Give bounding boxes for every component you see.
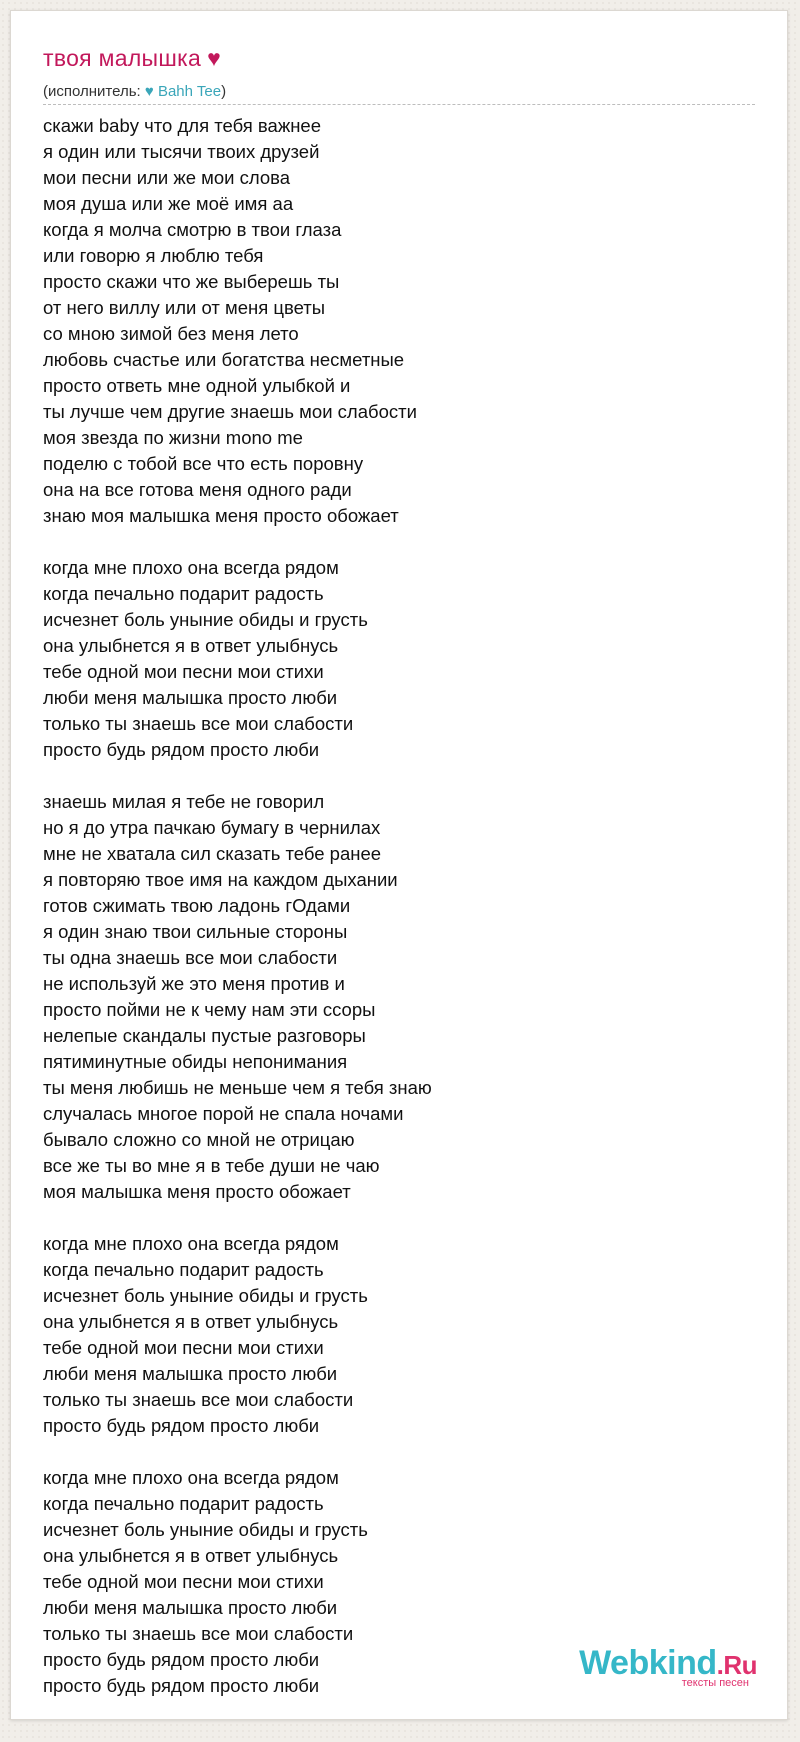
lyric-line: люби меня малышка просто люби bbox=[43, 687, 338, 708]
song-title bbox=[43, 45, 221, 72]
lyric-line: скажи baby что для тебя важнее bbox=[43, 115, 321, 136]
lyric-line: любовь счастье или богатства несметные bbox=[43, 349, 405, 370]
lyrics-stanza bbox=[43, 113, 743, 529]
lyric-line: моя душа или же моё имя аа bbox=[43, 193, 294, 214]
lyric-line: когда мне плохо она всегда рядом bbox=[43, 1467, 339, 1488]
lyric-line: тебе одной мои песни мои стихи bbox=[43, 1571, 324, 1592]
lyric-line: пятиминутные обиды непонимания bbox=[43, 1051, 348, 1072]
lyric-line: бывало сложно со мной не отрицаю bbox=[43, 1129, 355, 1150]
lyric-line: когда мне плохо она всегда рядом bbox=[43, 557, 339, 578]
lyric-line: когда печально подарит радость bbox=[43, 1493, 324, 1514]
artist-link[interactable] bbox=[145, 83, 221, 100]
lyric-line: люби меня малышка просто люби bbox=[43, 1597, 338, 1618]
lyrics-body bbox=[43, 113, 743, 1725]
lyric-line: просто будь рядом просто люби bbox=[43, 739, 320, 760]
lyric-line: тебе одной мои песни мои стихи bbox=[43, 661, 324, 682]
lyric-line: или говорю я люблю тебя bbox=[43, 245, 264, 266]
performer-suffix: ) bbox=[221, 83, 227, 100]
lyrics-stanza bbox=[43, 555, 743, 763]
lyric-line: мне не хватала сил сказать тебе ранее bbox=[43, 843, 382, 864]
lyric-line: люби меня малышка просто люби bbox=[43, 1363, 338, 1384]
lyric-line: тебе одной мои песни мои стихи bbox=[43, 1337, 324, 1358]
lyric-line: моя звезда по жизни mono me bbox=[43, 427, 303, 448]
lyric-line: ты меня любишь не меньше чем я тебя знаю bbox=[43, 1077, 432, 1098]
lyric-line: знаешь милая я тебе не говорил bbox=[43, 791, 325, 812]
lyric-line: от него виллу или от меня цветы bbox=[43, 297, 326, 318]
lyric-line: моя малышка меня просто обожает bbox=[43, 1181, 351, 1202]
lyric-line: готов сжимать твою ладонь гОдами bbox=[43, 895, 351, 916]
lyric-line: все же ты во мне я в тебе души не чаю bbox=[43, 1155, 380, 1176]
lyric-line: я повторяю твое имя на каждом дыхании bbox=[43, 869, 398, 890]
lyric-line: нелепые скандалы пустые разговоры bbox=[43, 1025, 366, 1046]
lyric-line: она улыбнется я в ответ улыбнусь bbox=[43, 1545, 339, 1566]
lyrics-stanza bbox=[43, 789, 743, 1205]
lyric-line: но я до утра пачкаю бумагу в чернилах bbox=[43, 817, 381, 838]
lyric-line: знаю моя малышка меня просто обожает bbox=[43, 505, 399, 526]
lyric-line: я один или тысячи твоих друзей bbox=[43, 141, 320, 162]
heart-icon: ♥ bbox=[207, 45, 222, 71]
lyric-line: со мною зимой без меня лето bbox=[43, 323, 299, 344]
artist-heart-icon: ♥ bbox=[144, 83, 154, 100]
lyric-line: только ты знаешь все мои слабости bbox=[43, 713, 354, 734]
performer-prefix: (исполнитель: bbox=[43, 83, 145, 100]
lyric-line: просто пойми не к чему нам эти ссоры bbox=[43, 999, 376, 1020]
lyrics-card bbox=[10, 10, 788, 1720]
logo-name: Webkind bbox=[579, 1644, 717, 1682]
site-logo[interactable] bbox=[579, 1644, 757, 1689]
logo-tld: .Ru bbox=[716, 1650, 757, 1680]
lyric-line: когда печально подарит радость bbox=[43, 1259, 324, 1280]
lyric-line: когда мне плохо она всегда рядом bbox=[43, 1233, 339, 1254]
lyric-line: исчезнет боль уныние обиды и грусть bbox=[43, 1285, 368, 1306]
lyric-line: когда я молча смотрю в твои глаза bbox=[43, 219, 342, 240]
logo-tagline: тексты песен bbox=[681, 1677, 749, 1689]
lyric-line: исчезнет боль уныние обиды и грусть bbox=[43, 609, 368, 630]
artist-name: Bahh Tee bbox=[157, 83, 222, 100]
lyric-line: когда печально подарит радость bbox=[43, 583, 324, 604]
lyric-line: ты лучше чем другие знаешь мои слабости bbox=[43, 401, 417, 422]
lyric-line: не используй же это меня против и bbox=[43, 973, 345, 994]
lyric-line: случалась многое порой не спала ночами bbox=[43, 1103, 404, 1124]
lyric-line: просто скажи что же выберешь ты bbox=[43, 271, 340, 292]
lyric-line: она улыбнется я в ответ улыбнусь bbox=[43, 635, 339, 656]
lyric-line: она улыбнется я в ответ улыбнусь bbox=[43, 1311, 339, 1332]
lyric-line: ты одна знаешь все мои слабости bbox=[43, 947, 338, 968]
lyric-line: только ты знаешь все мои слабости bbox=[43, 1389, 354, 1410]
lyric-line: она на все готова меня одного ради bbox=[43, 479, 352, 500]
lyric-line: я один знаю твои сильные стороны bbox=[43, 921, 348, 942]
performer-line bbox=[43, 83, 226, 100]
lyrics-stanza bbox=[43, 1231, 743, 1439]
lyric-line: исчезнет боль уныние обиды и грусть bbox=[43, 1519, 368, 1540]
lyric-line: просто будь рядом просто люби bbox=[43, 1649, 320, 1670]
lyric-line: мои песни или же мои слова bbox=[43, 167, 291, 188]
song-title-text: твоя малышка bbox=[43, 45, 202, 71]
lyric-line: просто будь рядом просто люби bbox=[43, 1675, 320, 1696]
lyric-line: просто будь рядом просто люби bbox=[43, 1415, 320, 1436]
lyric-line: просто ответь мне одной улыбкой и bbox=[43, 375, 351, 396]
divider bbox=[43, 104, 755, 105]
lyric-line: поделю с тобой все что есть поровну bbox=[43, 453, 364, 474]
lyric-line: только ты знаешь все мои слабости bbox=[43, 1623, 354, 1644]
